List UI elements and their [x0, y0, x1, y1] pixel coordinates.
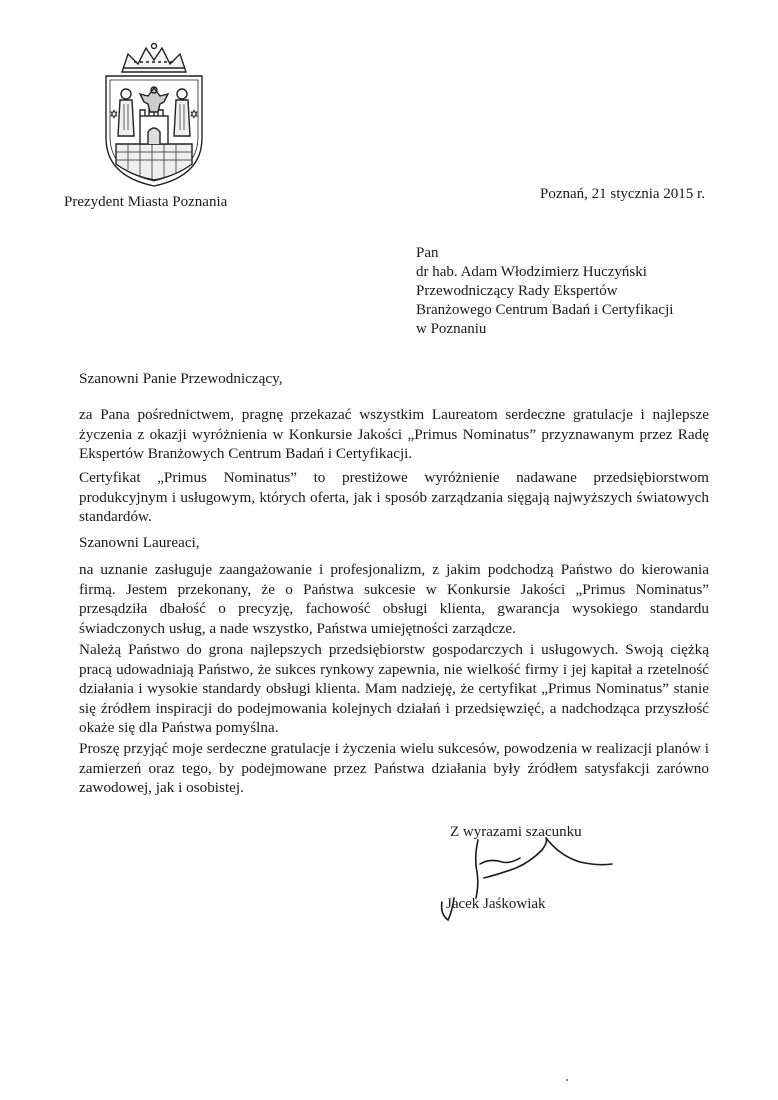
- salutation-laureates: Szanowni Laureaci,: [79, 534, 200, 551]
- paragraph: na uznanie zasługuje zaangażowanie i profesjonalizm, z jakim podchodzą Państwo do kierowania firmą. Jestem przekonany, że o Państwa sukcesie w Konkursie Jakości „Primus Nominatus” przesądziła dbałość o precyzję, fachowość obsługi klienta, gwarancja wysokiego standardu świadczonych usług, a nade wszystko, Państwa umiejętności zarządcze.: [79, 561, 709, 637]
- signer-name: Jacek Jaśkowiak: [446, 896, 546, 912]
- paragraph: Proszę przyjąć moje serdeczne gratulacje i życzenia wielu sukcesów, powodzenia w realizacji planów i zamierzeń oraz tego, by podejmowane przez Państwa działania były źródłem satysfakcji zarówno zawodowej, jak i osobistej.: [79, 740, 709, 797]
- handwritten-signature: [430, 828, 620, 928]
- recipient-line: Pan: [416, 245, 439, 261]
- recipient-line: Branżowego Centrum Badań i Certyfikacji: [416, 302, 674, 318]
- paragraph: Certyfikat „Primus Nominatus” to prestiżowe wyróżnienie nadawane przedsiębiorstwom produkcyjnym i usługowym, których oferta, jak i sposób zarządzania sięgają najwyższych światowych standardów.: [79, 469, 709, 526]
- salutation: Szanowni Panie Przewodniczący,: [79, 370, 283, 387]
- recipient-line: w Poznaniu: [416, 321, 487, 337]
- issuer-title: Prezydent Miasta Poznania: [64, 194, 228, 210]
- closing-phrase: Z wyrazami szacunku: [450, 824, 582, 840]
- recipient-address: [416, 244, 673, 339]
- recipient-line: dr hab. Adam Włodzimierz Huczyński: [416, 264, 647, 280]
- paragraph: Należą Państwo do grona najlepszych przedsiębiorstw gospodarczych i usługowych. Swoją ciężką pracą udowadniają Państwo, że sukces rynkowy zapewnia, nie wielkość firmy i jej kapitał a rzetelność działania i wysokie standardy obsługi klienta. Mam nadzieję, że certyfikat „Primus Nominatus” stanie się źródłem inspiracji do podejmowania kolejnych działań i przedsięwzięć, a nadchodząca przyszłość okaże się dla Państwa pomyślna.: [79, 641, 709, 737]
- paragraph: za Pana pośrednictwem, pragnę przekazać wszystkim Laureatom serdeczne gratulacje i najlepsze życzenia z okazji wyróżnienia w Konkursie Jakości „Primus Nominatus” przyznawanym przez Radę Ekspertów Branżowych Centrum Badań i Certyfikacji.: [79, 406, 709, 463]
- scan-speck: [566, 1079, 568, 1081]
- letter-date: Poznań, 21 stycznia 2015 r.: [540, 186, 705, 202]
- recipient-line: Przewodniczący Rady Ekspertów: [416, 283, 618, 299]
- poznan-coat-of-arms-icon: [94, 40, 214, 190]
